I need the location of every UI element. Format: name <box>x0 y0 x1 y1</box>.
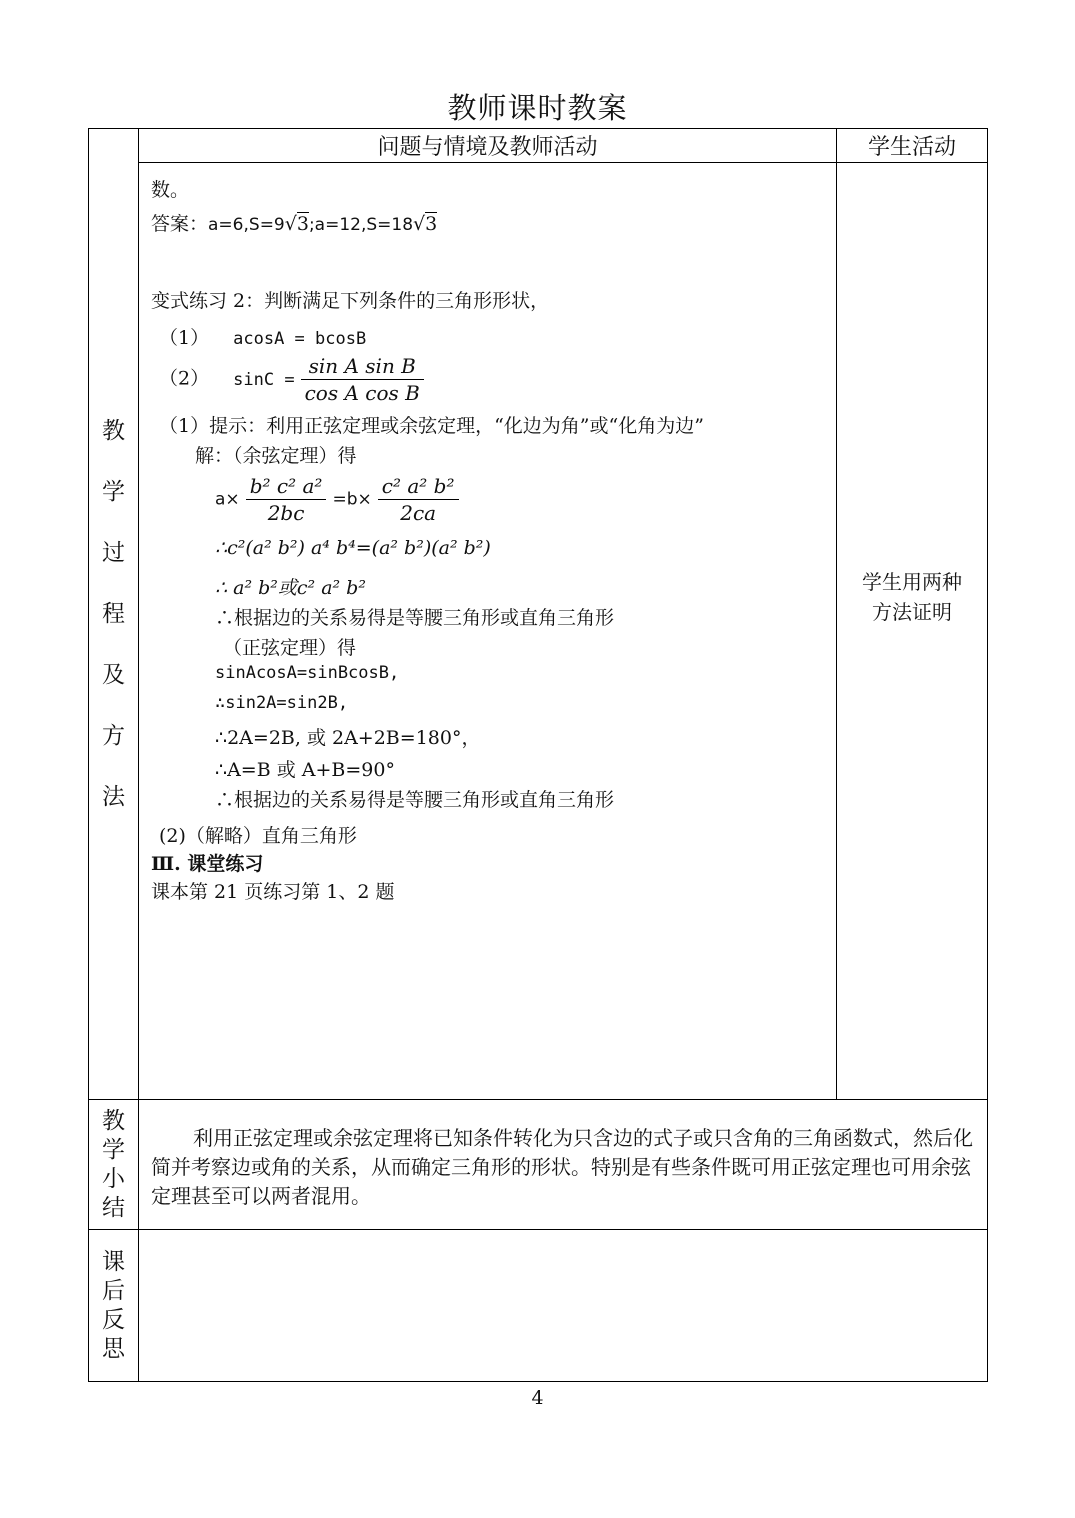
cond2-label: （2） <box>159 367 210 390</box>
student-note <box>837 567 987 627</box>
lesson-plan-table <box>88 128 988 1382</box>
side-label-summary <box>89 1100 139 1230</box>
exercise-line: 课本第 21 页练习第 1、2 题 <box>151 881 395 903</box>
cond1-label: （1） <box>159 327 210 349</box>
sine-step-3: ∴2A=2B, 或 2A+2B=180°， <box>215 727 481 749</box>
teacher-activity-cell <box>139 163 837 1100</box>
answer-prefix: 答案： <box>151 213 209 235</box>
side-process-char: 及 <box>102 661 125 688</box>
side-label-reflection <box>89 1230 139 1382</box>
side-reflection-char: 后 <box>102 1277 125 1304</box>
page-number: 4 <box>531 1387 544 1409</box>
student-note-line-1: 学生用两种 <box>862 570 962 594</box>
answer-a: a=6,S=9 <box>208 215 285 235</box>
sqrt-value-b: 3 <box>425 213 438 235</box>
side-process-char: 法 <box>102 783 125 810</box>
side-process-char: 过 <box>102 539 125 566</box>
eq1-den-1: 2bc <box>267 501 305 525</box>
cond2-denominator: cos A cos B <box>304 381 420 405</box>
condition-1 <box>159 323 366 350</box>
student-activity-cell <box>837 163 988 1100</box>
sine-step-2: ∴sin2A=sin2B, <box>215 693 349 713</box>
side-summary-char: 小 <box>102 1165 125 1192</box>
answer-line <box>151 209 437 236</box>
sqrt-value-a: 3 <box>296 213 309 235</box>
equation-3: ∴ a² b²或c² a² b² <box>215 577 366 599</box>
header-student-activity: 学生活动 <box>837 129 988 163</box>
cond1-expression: acosA = bcosB <box>233 329 367 349</box>
summary-cell <box>139 1100 988 1230</box>
answer-b: ;a=12,S=18 <box>308 215 414 235</box>
reflection-cell <box>139 1230 988 1382</box>
side-reflection-char: 课 <box>102 1248 125 1275</box>
variant-title: 变式练习 2：判断满足下列条件的三角形形状， <box>151 290 550 312</box>
eq1-num-2: c² a² b² <box>378 473 459 500</box>
side-summary-char: 结 <box>102 1194 125 1221</box>
cosine-solution-label: 解：（余弦定理）得 <box>195 445 357 467</box>
side-process-char: 教 <box>102 417 125 444</box>
summary-text: 利用正弦定理或余弦定理将已知条件转化为只含边的式子或只含角的三角函数式，然后化简并考察边或角的关系，从而确定三角形的形状。特别是有些条件既可用正弦定理也可用余弦定理甚至可以两者混用。 <box>151 1126 973 1208</box>
cond2-expression: sinC = <box>233 369 295 390</box>
side-process-char: 方 <box>102 722 125 749</box>
sine-step-4: ∴A=B 或 A+B=90° <box>215 759 395 781</box>
hint-line: （1）提示：利用正弦定理或余弦定理，“化边为角”或“化角为边” <box>159 415 704 437</box>
conclusion-1: ∴根据边的关系易得是等腰三角形或直角三角形 <box>215 607 615 629</box>
eq1-fraction-2 <box>378 473 459 526</box>
eq1-den-2: 2ca <box>400 501 437 525</box>
eq1-fraction-1 <box>246 473 327 526</box>
line-num: 数。 <box>151 179 190 201</box>
side-summary-char: 教 <box>102 1107 125 1134</box>
sine-step-1: sinAcosA=sinBcosB, <box>215 663 400 683</box>
cond2-fraction <box>301 353 424 406</box>
cond2-numerator: sin A sin B <box>301 353 424 380</box>
eq1-a: a× <box>215 489 240 510</box>
sqrt-symbol: √ <box>413 213 426 235</box>
part-2-answer: (2)（解略）直角三角形 <box>159 825 357 847</box>
side-label-process <box>89 129 139 1100</box>
side-reflection-char: 反 <box>102 1306 125 1333</box>
equation-2: ∴c²(a² b²) a⁴ b⁴=(a² b²)(a² b²) <box>215 537 491 559</box>
side-summary-char: 学 <box>102 1136 125 1163</box>
side-reflection-char: 思 <box>102 1335 125 1362</box>
sqrt-symbol: √ <box>284 213 297 235</box>
side-process-char: 学 <box>102 478 125 505</box>
condition-2 <box>159 353 424 406</box>
document-title: 教师课时教案 <box>447 91 628 125</box>
eq1-eq: =b× <box>332 489 372 510</box>
header-teacher-activity: 问题与情境及教师活动 <box>139 129 837 163</box>
section-classroom-exercise: Ⅲ. 课堂练习 <box>151 853 264 875</box>
eq1-num-1: b² c² a² <box>246 473 327 500</box>
conclusion-2: ∴根据边的关系易得是等腰三角形或直角三角形 <box>215 789 615 811</box>
side-process-char: 程 <box>102 600 125 627</box>
sine-solution-label: （正弦定理）得 <box>223 637 357 659</box>
student-note-line-2: 方法证明 <box>872 600 952 624</box>
equation-1 <box>215 473 459 526</box>
